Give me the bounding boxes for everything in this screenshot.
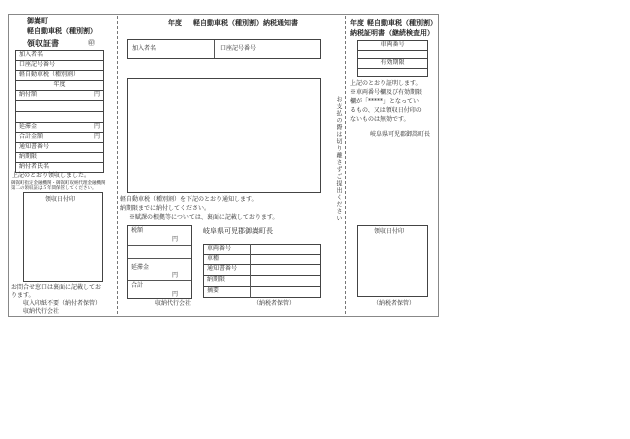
middle-total-label: 合計 [131,282,144,289]
middle-notice-line2: 納期限までに納付してください。 [120,205,211,212]
vertical-instruction: お支払の際は切り離さずご提出ください [335,96,342,222]
middle-keep-note: （納税者保管） [253,300,296,307]
left-amount-label: 納付額 [15,90,104,101]
cut-line-left [117,16,118,314]
left-tax-title: 軽自動車税（種別割） [27,26,97,35]
middle-tax-amount-label: 税額 [131,227,144,234]
right-cert-line1: 上記のとおり証明します。 [350,80,422,87]
middle-subscriber-divider [214,40,215,58]
right-title1: 軽自動車税（種別割） [367,18,437,27]
seal-mark-icon: ㊞ [88,39,95,47]
middle-notice-line3: ※賦課の根拠等については、裏面に記載しております。 [129,214,279,221]
left-small-note1: 御嵩町指定金融機関・御嵩町収納代理金融機関 [11,181,106,186]
left-field-tax: 軽自動車税（種別割） [15,70,104,81]
right-stamp-label: 領収日付印 [374,228,405,235]
left-field-subscriber: 加入者名 [15,50,104,61]
left-receipt-title: 領収証書 [27,38,59,48]
left-contact-note-1: お問合せ窓口は裏面に記載してお [11,284,102,291]
middle-vehicle-row-notice: 通知書番号 [203,264,321,276]
middle-amount-sep2 [128,258,191,259]
middle-amount-sep1 [128,245,191,246]
middle-account-label: 口座記号番号 [220,45,257,52]
middle-subscriber-label: 加入者名 [132,45,157,52]
left-total: 合計金額 [15,132,104,143]
middle-vehicle-row-deadline: 納期限 [203,275,321,287]
right-reg-no: 車両番号 [357,40,428,51]
middle-tax-amount-yen: 円 [172,236,179,243]
right-cert-line5: ないものは無効です。 [350,116,410,123]
middle-vehicle-row-type: 車種 [203,254,321,265]
right-keep-note: （納税者保管） [373,300,416,307]
left-field-account: 口座記号番号 [15,60,104,71]
middle-late-fee-label: 延滞金 [131,264,150,271]
middle-notice-line1: 軽自動車税（種別割）を下記のとおり通知します。 [120,196,258,203]
middle-issuer: 岐阜県可児郡御嵩町長 [203,227,273,235]
left-payer: 納付者氏名 [15,162,104,173]
right-title2: 納税証明書（継続検査用） [350,28,434,37]
middle-address-box [127,78,321,193]
left-deadline: 納期限 [15,152,104,163]
right-year: 年度 [350,18,364,27]
right-cert-line3: 欄が「*****」となってい [350,98,420,105]
right-expiry: 有効期限 [357,58,428,69]
left-notice-no: 通知書番号 [15,142,104,153]
left-contact-note-2: ります。 [11,292,35,299]
middle-agent: 収納代行会社 [155,300,192,307]
right-cert-line2: ※車両番号欄及び有効期限 [350,89,423,96]
middle-amount-sep3 [128,280,191,281]
middle-vehicle-row-reg: 車両番号 [203,244,321,255]
left-amount-yen: 円 [94,91,101,98]
middle-late-fee-yen: 円 [172,272,179,279]
left-agent: 収納代行会社 [23,308,60,315]
left-received-note: 上記のとおり領収しました。 [12,172,91,179]
middle-title: 軽自動車税（種別割）納税通知書 [193,18,298,27]
left-total-yen: 円 [94,133,101,140]
left-stamp-duty: 収入印紙不要（納付者保管） [23,300,102,307]
middle-total-yen: 円 [172,291,179,298]
middle-year: 年度 [168,18,182,27]
left-late-fee-yen: 円 [94,123,101,130]
left-year: 年度 [15,80,104,91]
right-issuer: 岐阜県可児郡御嵩町長 [370,131,431,138]
right-expiry-blank [357,68,428,77]
cut-line-right [345,16,346,314]
left-small-note2: 第二の領収証は５年間保管してください。 [11,186,97,191]
left-late-fee: 延滞金 [15,122,104,133]
right-cert-line4: るもの、又は領収日付印の [350,107,422,114]
middle-vehicle-col-divider [250,244,251,298]
left-town: 御嵩町 [27,16,48,25]
middle-vehicle-row-remarks: 摘要 [203,286,321,298]
left-stamp-box [23,192,103,282]
left-stamp-label: 領収日付印 [45,196,76,203]
